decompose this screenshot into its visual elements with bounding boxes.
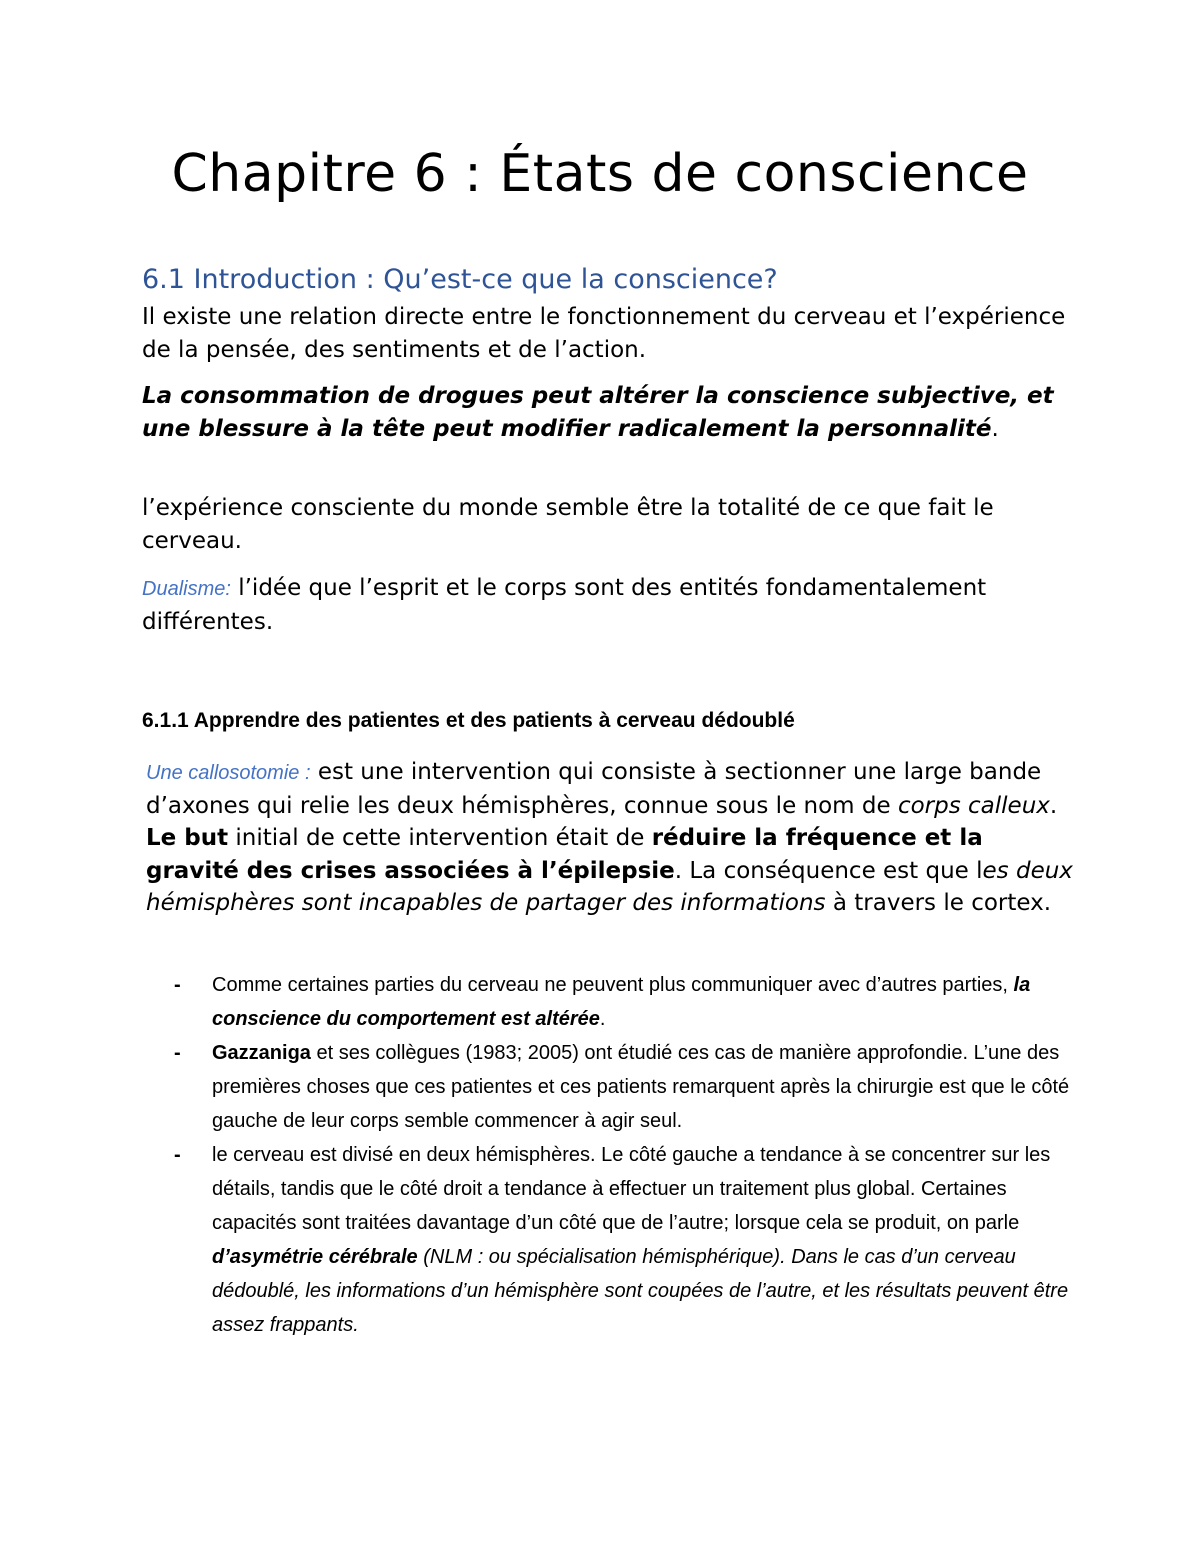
callo-text-2: .	[1049, 792, 1058, 819]
drugs-paragraph-text: La consommation de drogues peut altérer la conscience subjective, et une blessure à la tête peut modifier radicalement la personnalité	[142, 383, 1054, 442]
bullet-list	[170, 968, 1070, 1342]
callo-bold-2: réduire la fréquence et la gravité des crises associées à l’épilepsie	[146, 825, 983, 884]
callo-text-5: à travers le cortex.	[825, 890, 1052, 916]
chapter-title: Chapitre 6 : États de conscience	[171, 144, 1029, 204]
callo-italic-2: es deux hémisphères sont incapables de partager des informations	[146, 857, 1073, 916]
drugs-paragraph-end: .	[991, 415, 999, 442]
callo-italic-1: corps calleux	[897, 792, 1050, 819]
bullet-2-author: Gazzaniga	[212, 1042, 311, 1064]
bullet-dash: -	[174, 974, 181, 996]
bullet-3-text: le cerveau est divisé en deux hémisphères. Le côté gauche a tendance à se concentrer sur les détails, tandis que le côté droit a tendance à effectuer un traitement plus global. Certaines capacités sont traitées davantage d’un côté que de l’autre; lorsque cela se produit, on parle	[212, 1144, 1051, 1234]
conscious-experience-paragraph: l’expérience consciente du monde semble être la totalité de ce que fait le cerveau.	[142, 495, 994, 554]
dualisme-text: l’idée que l’esprit et le corps sont des entités fondamentalement différentes.	[142, 575, 987, 635]
bullet-item-2	[170, 1036, 1070, 1138]
callosotomie-label: Une callosotomie :	[146, 762, 311, 784]
callo-text-3: initial de cette intervention était de	[228, 825, 652, 851]
drugs-paragraph	[142, 380, 1077, 445]
bullet-1-emphasis: la conscience du comportement est altérée	[212, 974, 1031, 1030]
bullet-dash: -	[174, 1042, 181, 1064]
callosotomie-paragraph	[146, 756, 1081, 920]
bullet-3-emphasis: d’asymétrie cérébrale	[212, 1246, 418, 1268]
subsection-heading: 6.1.1 Apprendre des patientes et des patients à cerveau dédoublé	[142, 709, 795, 732]
bullet-1-text: Comme certaines parties du cerveau ne peuvent plus communiquer avec d’autres parties,	[212, 974, 1014, 996]
callo-bold-1: Le but	[146, 825, 229, 851]
bullet-dash: -	[174, 1144, 181, 1166]
bullet-item-1	[170, 968, 1070, 1036]
callo-text-4: . La conséquence est que l	[674, 857, 983, 884]
section-heading: 6.1 Introduction : Qu’est-ce que la conscience?	[142, 264, 778, 295]
bullet-item-3	[170, 1138, 1070, 1342]
dualisme-definition	[142, 572, 1077, 638]
dualisme-label: Dualisme:	[142, 578, 231, 600]
bullet-3-italic: (NLM : ou spécialisation hémisphérique). Dans le cas d’un cerveau dédoublé, les informations d’un hémisphère sont coupées de l’autre, et les résultats peuvent être assez frappants.	[212, 1246, 1069, 1336]
callo-text-1: est une intervention qui consiste à sectionner une large bande d’axones qui relie les deux hémisphères, connue sous le nom de	[146, 759, 1042, 819]
intro-paragraph: Il existe une relation directe entre le fonctionnement du cerveau et l’expérience de la pensée, des sentiments et de l’action.	[142, 304, 1066, 363]
bullet-1-end: .	[599, 1008, 606, 1030]
bullet-2-text: et ses collègues (1983; 2005) ont étudié ces cas de manière approfondie. L’une des premières choses que ces patientes et ces patients remarquent après la chirurgie est que le côté gauche de leur corps semble commencer à agir seul.	[212, 1042, 1070, 1132]
